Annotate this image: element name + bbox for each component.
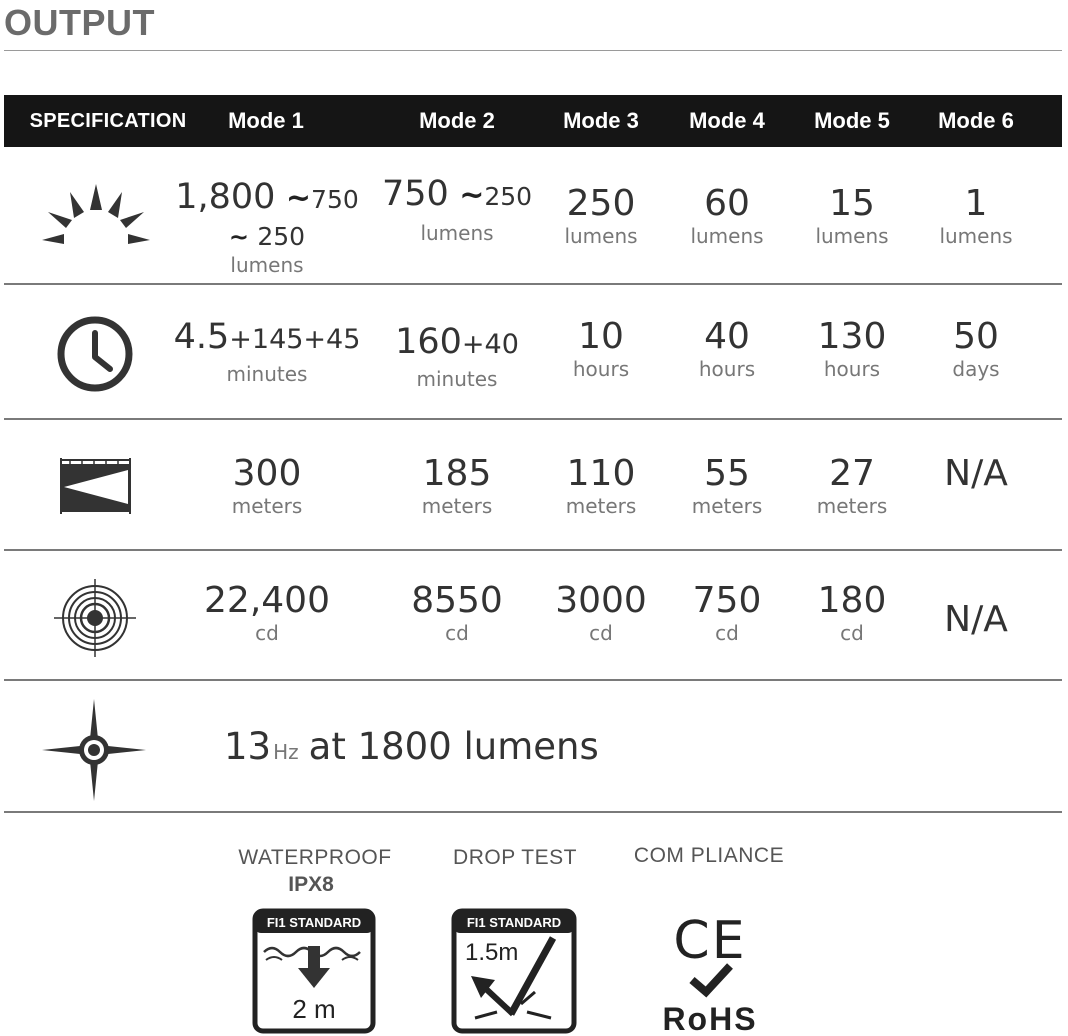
distance-mode-4-unit: meters <box>691 494 763 518</box>
intensity-mode-6-value: N/A <box>944 599 1008 640</box>
row-divider <box>4 549 1062 551</box>
title-divider <box>4 50 1062 51</box>
intensity-mode-2-value: 8550 <box>411 580 503 621</box>
intensity-mode-1 <box>204 581 330 645</box>
lumens-mode-6-unit: lumens <box>939 224 1013 248</box>
runtime-mode-5-value: 130 <box>817 316 887 357</box>
lumens-mode-1-step2: 250 <box>257 222 306 251</box>
intensity-mode-5-value: 180 <box>817 580 887 621</box>
header-mode-1: Mode 1 <box>228 108 304 133</box>
runtime-mode-2 <box>395 322 519 391</box>
distance-mode-1-unit: meters <box>231 494 303 518</box>
runtime-mode-4-value: 40 <box>704 316 750 357</box>
runtime-mode-2-unit: minutes <box>416 367 498 391</box>
runtime-mode-4 <box>699 317 755 381</box>
drop-test-title: DROP TEST <box>453 846 577 869</box>
distance-mode-2-value: 185 <box>422 453 492 494</box>
beam-distance-icon <box>58 456 134 516</box>
strobe-frequency: 13 <box>224 725 272 768</box>
distance-mode-3 <box>566 454 637 518</box>
waterproof-badge <box>252 908 376 1034</box>
runtime-mode-1-main: 4.5 <box>173 317 230 357</box>
distance-mode-6-value: N/A <box>944 453 1008 494</box>
intensity-mode-3-unit: cd <box>589 621 613 645</box>
waterproof-title: WATERPROOF <box>238 846 392 869</box>
header-mode-4: Mode 4 <box>689 108 765 133</box>
distance-mode-2 <box>422 454 493 518</box>
runtime-mode-3-value: 10 <box>578 316 624 357</box>
lumens-mode-3-value: 250 <box>566 183 636 224</box>
step-down-icon: ~ <box>275 181 312 216</box>
distance-mode-3-unit: meters <box>565 494 637 518</box>
strobe-star-icon <box>40 697 148 803</box>
ce-mark-icon: CE <box>673 911 747 971</box>
row-divider <box>4 679 1062 681</box>
row-divider <box>4 418 1062 420</box>
runtime-mode-6-unit: days <box>952 357 1000 381</box>
distance-mode-1 <box>232 454 303 518</box>
intensity-mode-1-value: 22,400 <box>204 580 330 621</box>
strobe-unit: Hz <box>273 740 299 764</box>
waterproof-rating: IPX8 <box>288 873 334 896</box>
runtime-mode-2-main: 160 <box>395 322 462 362</box>
runtime-mode-2-rest: +40 <box>461 329 519 360</box>
step-down-icon: ~ <box>228 223 258 251</box>
lumens-mode-2-main: 750 <box>381 174 449 214</box>
runtime-mode-3-unit: hours <box>572 357 630 381</box>
intensity-mode-4-unit: cd <box>715 621 739 645</box>
lumens-mode-1 <box>175 176 359 277</box>
waterproof-standard-label: FI1 STANDARD <box>266 915 362 930</box>
intensity-mode-6 <box>944 600 1008 640</box>
distance-mode-2-unit: meters <box>421 494 493 518</box>
intensity-mode-3 <box>555 581 647 645</box>
lumens-mode-4-value: 60 <box>704 183 750 224</box>
distance-mode-4-value: 55 <box>704 453 750 494</box>
runtime-mode-1 <box>174 317 361 386</box>
lumens-mode-1-main: 1,800 <box>175 177 276 217</box>
clock-icon <box>56 315 134 393</box>
target-icon <box>50 577 140 659</box>
distance-mode-3-value: 110 <box>566 453 636 494</box>
intensity-mode-4-value: 750 <box>692 580 762 621</box>
distance-mode-5-value: 27 <box>829 453 875 494</box>
runtime-mode-5-unit: hours <box>823 357 881 381</box>
strobe-info <box>224 725 599 768</box>
row-divider <box>4 811 1062 813</box>
lumens-mode-1-unit: lumens <box>230 253 304 277</box>
lumens-mode-1-step1: 750 <box>311 185 359 214</box>
distance-mode-5 <box>817 454 888 518</box>
lumens-mode-3 <box>564 184 637 248</box>
light-burst-icon <box>40 182 152 246</box>
intensity-mode-2 <box>411 581 503 645</box>
drop-test-standard-label: FI1 STANDARD <box>466 915 562 930</box>
header-mode-5: Mode 5 <box>814 108 890 133</box>
runtime-mode-6 <box>952 317 999 381</box>
header-mode-2: Mode 2 <box>419 108 495 133</box>
lumens-mode-6-value: 1 <box>964 183 988 224</box>
lumens-mode-5-value: 15 <box>829 183 875 224</box>
intensity-mode-2-unit: cd <box>445 621 469 645</box>
lumens-mode-2-unit: lumens <box>420 221 494 245</box>
step-down-icon: ~ <box>448 178 485 213</box>
header-specification: SPECIFICATION <box>29 110 187 132</box>
compliance-title: COM PLIANCE <box>633 844 785 867</box>
distance-mode-1-value: 300 <box>232 453 302 494</box>
waterproof-depth: 2 m <box>292 994 336 1024</box>
header-mode-6: Mode 6 <box>938 108 1014 133</box>
runtime-mode-6-value: 50 <box>953 316 999 357</box>
intensity-mode-5-unit: cd <box>840 621 864 645</box>
compliance-marks <box>652 906 768 1034</box>
distance-mode-4 <box>692 454 763 518</box>
intensity-mode-5 <box>818 581 887 645</box>
runtime-mode-1-rest: +145+45 <box>229 324 361 355</box>
rohs-mark-icon: RoHS <box>662 1001 758 1034</box>
lumens-mode-4 <box>690 184 763 248</box>
runtime-mode-1-unit: minutes <box>226 362 308 386</box>
runtime-mode-4-unit: hours <box>698 357 756 381</box>
runtime-mode-5 <box>818 317 887 381</box>
drop-test-badge <box>451 908 577 1034</box>
lumens-mode-2 <box>382 172 532 245</box>
lumens-mode-2-step1: 250 <box>484 182 533 211</box>
lumens-mode-5 <box>815 184 888 248</box>
section-title: OUTPUT <box>4 2 155 43</box>
distance-mode-5-unit: meters <box>816 494 888 518</box>
distance-mode-6 <box>944 454 1008 494</box>
runtime-mode-3 <box>573 317 629 381</box>
intensity-mode-1-unit: cd <box>255 621 279 645</box>
lumens-mode-5-unit: lumens <box>815 224 889 248</box>
lumens-mode-4-unit: lumens <box>690 224 764 248</box>
row-divider <box>4 283 1062 285</box>
strobe-text: at 1800 lumens <box>308 725 599 768</box>
header-mode-3: Mode 3 <box>563 108 639 133</box>
intensity-mode-3-value: 3000 <box>555 580 647 621</box>
lumens-mode-3-unit: lumens <box>564 224 638 248</box>
lumens-mode-6 <box>939 184 1012 248</box>
drop-test-height: 1.5m <box>465 939 519 966</box>
intensity-mode-4 <box>693 581 762 645</box>
